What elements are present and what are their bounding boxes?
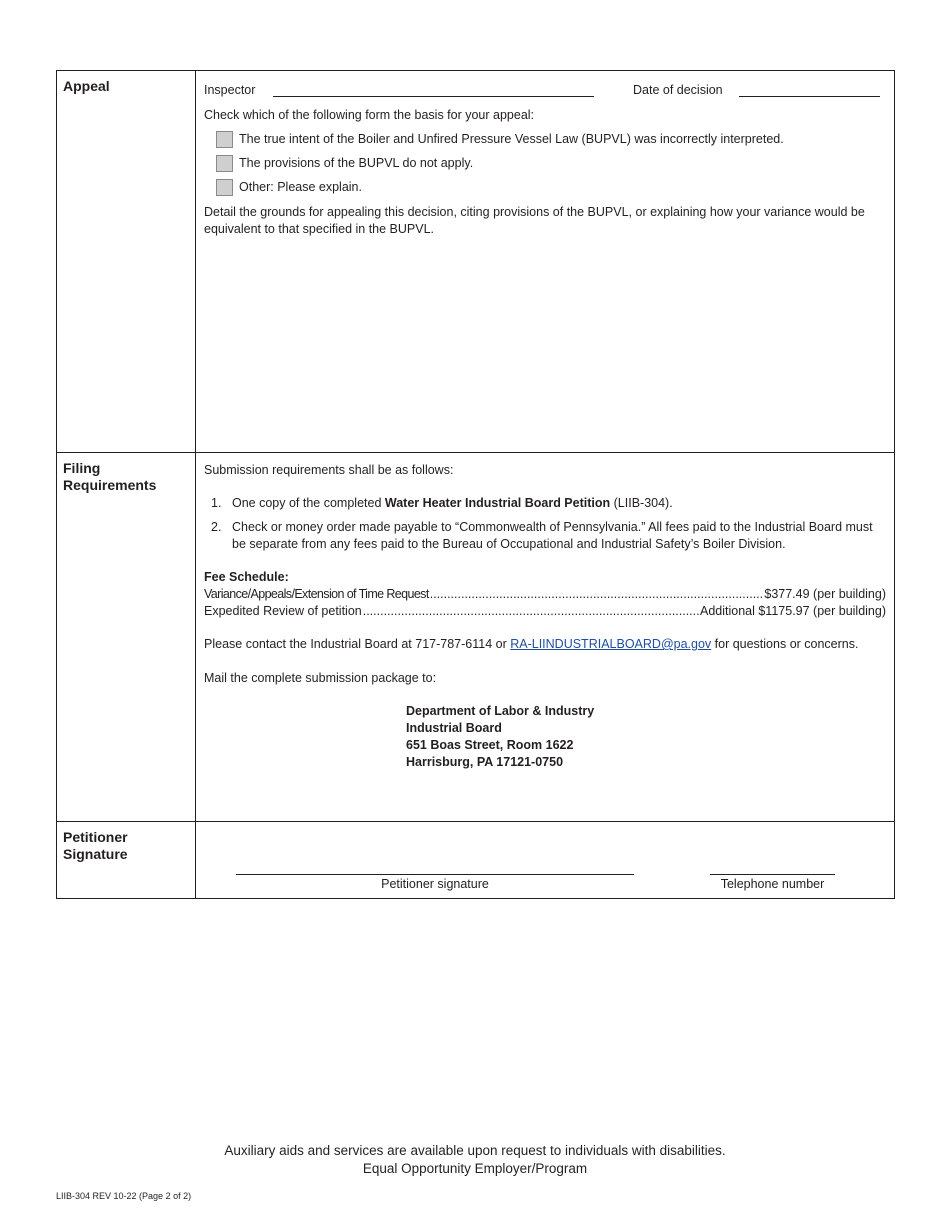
appeal-option-label: The provisions of the BUPVL do not apply. — [239, 155, 474, 170]
appeal-section-label: Appeal — [63, 78, 110, 94]
filing-label-cell — [57, 453, 196, 822]
fee-amount: Additional $1175.97 (per building) — [699, 604, 886, 618]
accessibility-notice-line1: Auxiliary aids and services are available upon request to individuals with disabilities. — [224, 1143, 726, 1158]
appeal-option-not-apply[interactable] — [216, 153, 473, 173]
fee-amount: $377.49 (per building) — [764, 587, 886, 601]
signature-label-line1: Petitioner — [63, 829, 128, 845]
appeal-option-label: Other: Please explain. — [239, 179, 362, 194]
address-line: Harrisburg, PA 17121-0750 — [406, 755, 564, 769]
appeal-header-row — [204, 82, 886, 100]
submission-intro: Submission requirements shall be as follows: — [204, 463, 454, 477]
not-apply-checkbox[interactable] — [216, 155, 233, 172]
form-revision-id: LIIB-304 REV 10-22 (Page 2 of 2) — [56, 1191, 192, 1201]
appeal-option-label: The true intent of the Boiler and Unfired Pressure Vessel Law (BUPVL) was incorrectly interpreted. — [239, 131, 784, 146]
accessibility-notice-line2: Equal Opportunity Employer/Program — [362, 1161, 588, 1176]
fee-label: Variance/Appeals/Extension of Time Request — [204, 587, 429, 601]
appeal-section — [57, 71, 895, 453]
filing-requirements-section — [57, 453, 895, 822]
telephone-number-field[interactable] — [710, 874, 835, 875]
address-line: Industrial Board — [406, 721, 502, 735]
inspector-label: Inspector — [204, 83, 256, 97]
appeal-basis-prompt: Check which of the following form the basis for your appeal: — [204, 108, 535, 122]
petitioner-signature-field[interactable] — [236, 874, 634, 875]
item-number: 2. — [211, 520, 222, 534]
contact-info — [204, 636, 886, 653]
signature-content-cell — [196, 822, 895, 899]
industrial-board-email-link[interactable]: RA-LIINDUSTRIALBOARD@pa.gov — [510, 637, 712, 651]
petition-form-table — [56, 70, 895, 899]
intent-checkbox[interactable] — [216, 131, 233, 148]
signature-label-line2: Signature — [63, 846, 128, 862]
appeal-option-other[interactable] — [216, 177, 362, 197]
signature-section-label — [57, 822, 195, 863]
item-text — [232, 495, 874, 512]
mail-intro: Mail the complete submission package to: — [204, 671, 437, 685]
address-line: Department of Labor & Industry — [406, 704, 595, 718]
item-text: Check or money order made payable to “Commonwealth of Pennsylvania.” All fees paid to the Industrial Board must be separate from any fees paid to the Bureau of Occupational and Industrial Safety’s Boiler Division. — [232, 520, 873, 551]
date-of-decision-label: Date of decision — [633, 83, 723, 97]
accessibility-notice — [0, 1142, 950, 1178]
petitioner-signature-section — [57, 822, 895, 899]
filing-section-label — [57, 453, 195, 494]
item-number: 1. — [211, 496, 222, 510]
item1-pre: One copy of the completed — [232, 496, 385, 510]
petitioner-signature-caption: Petitioner signature — [381, 877, 489, 891]
appeal-detail-instructions: Detail the grounds for appealing this decision, citing provisions of the BUPVL, or explaining how your variance would be equivalent to that specified in the BUPVL. — [204, 205, 865, 236]
requirement-item-1 — [204, 495, 874, 512]
fee-row-variance — [204, 586, 886, 603]
appeal-content-cell — [196, 71, 895, 453]
requirement-item-2 — [204, 519, 874, 553]
other-checkbox[interactable] — [216, 179, 233, 196]
item1-post: (LIIB-304). — [610, 496, 673, 510]
contact-post: for questions or concerns. — [711, 637, 859, 651]
appeal-label-cell — [57, 71, 196, 453]
inspector-field[interactable] — [273, 96, 594, 97]
fee-label: Expedited Review of petition — [204, 604, 362, 618]
fee-row-expedited — [204, 603, 886, 620]
mailing-address — [406, 703, 594, 771]
date-of-decision-field[interactable] — [739, 96, 880, 97]
petition-name: Water Heater Industrial Board Petition — [384, 496, 611, 510]
filing-content-cell — [196, 453, 895, 822]
fee-schedule-heading: Fee Schedule: — [204, 570, 289, 584]
fee-leader-dots — [430, 586, 764, 603]
contact-pre: Please contact the Industrial Board at 717-787-6114 or — [204, 637, 511, 651]
signature-label-cell — [57, 822, 196, 899]
filing-label-line1: Filing — [63, 460, 101, 476]
fee-leader-dots — [363, 603, 699, 620]
telephone-number-caption: Telephone number — [720, 877, 825, 891]
appeal-option-intent[interactable] — [216, 129, 784, 149]
filing-label-line2: Requirements — [63, 477, 157, 493]
address-line: 651 Boas Street, Room 1622 — [406, 738, 574, 752]
